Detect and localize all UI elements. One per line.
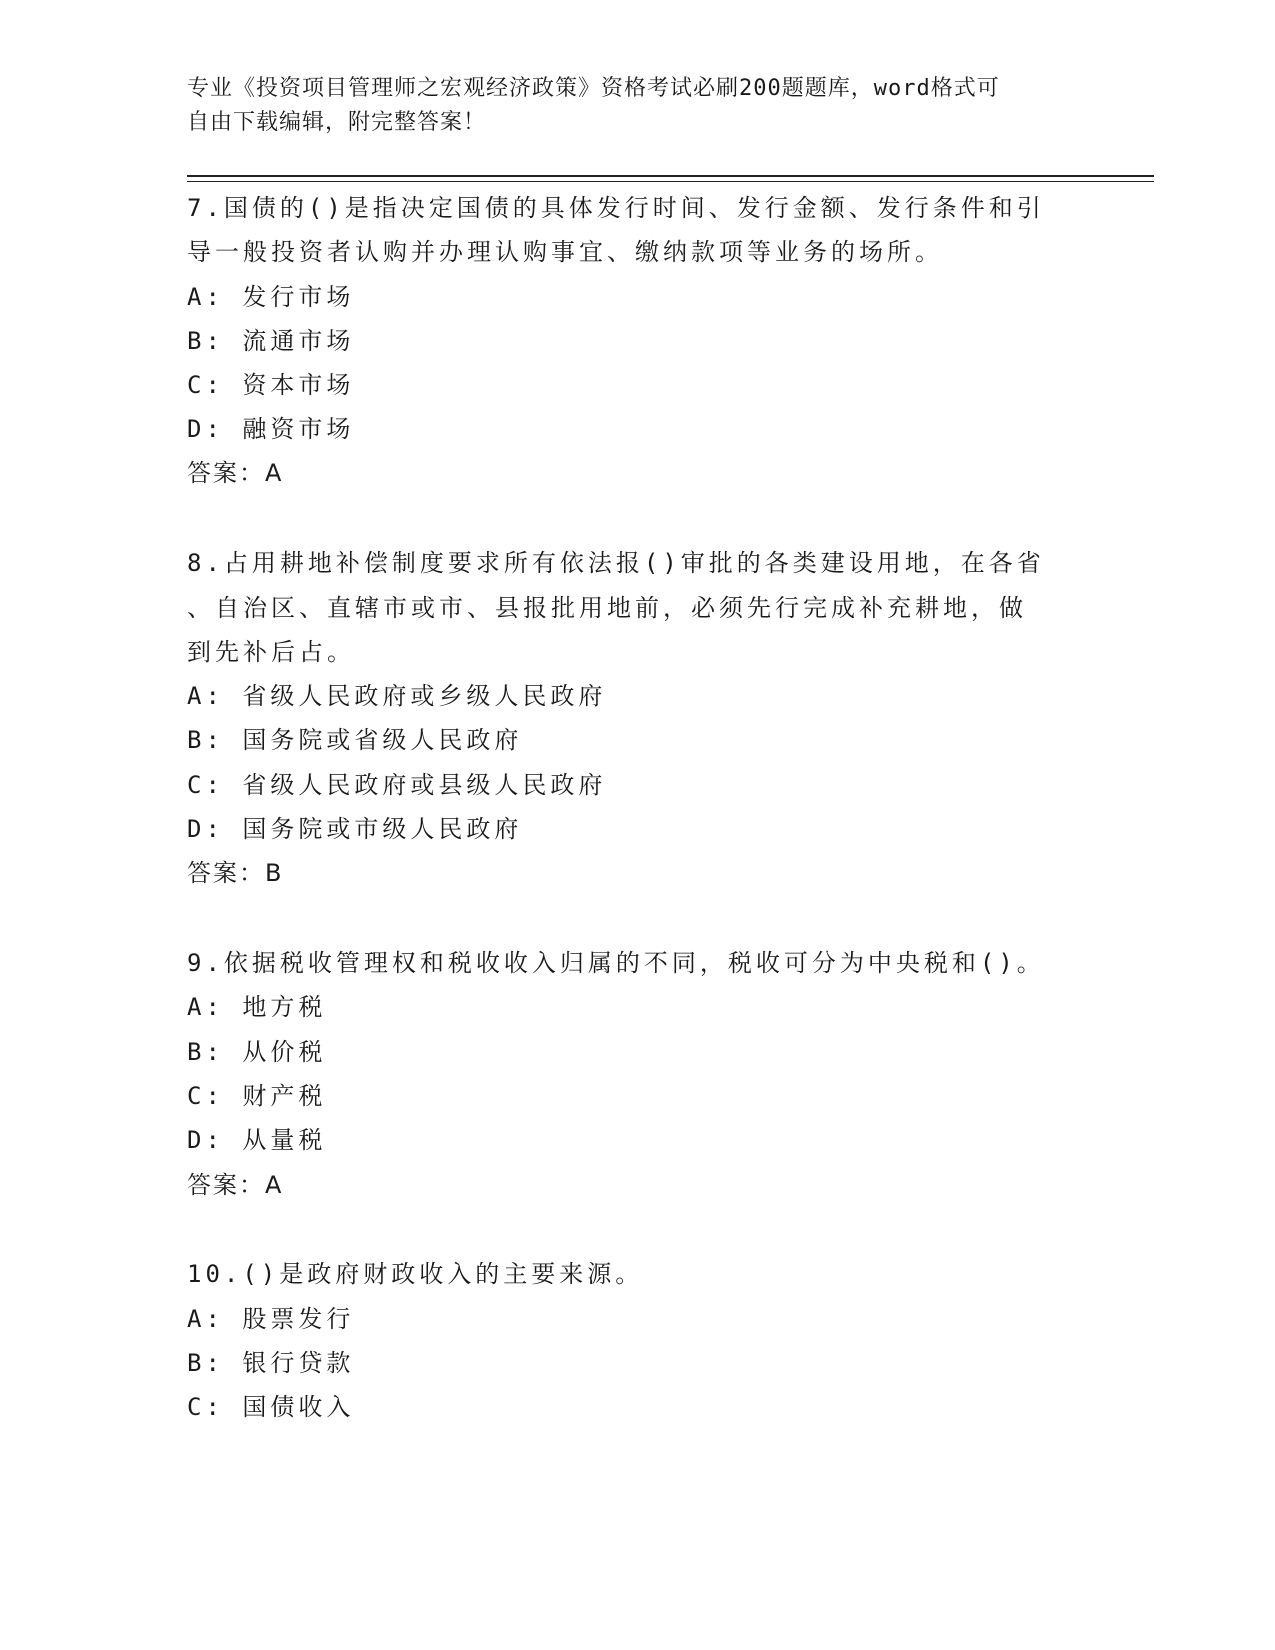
header-line-1: 专业《投资项目管理师之宏观经济政策》资格考试必刷200题题库，word格式可	[187, 76, 1000, 101]
option-d: D: 融资市场	[187, 415, 355, 443]
document-header	[187, 72, 1067, 140]
option-a: A: 地方税	[187, 993, 327, 1021]
question-stem: 9.依据税收管理权和税收收入归属的不同，税收可分为中央税和()。	[187, 949, 1045, 977]
option-b: B: 流通市场	[187, 327, 355, 355]
question-stem: 到先补后占。	[187, 638, 355, 666]
option-a: A: 股票发行	[187, 1305, 355, 1333]
question-stem: 7.国债的()是指决定国债的具体发行时间、发行金额、发行条件和引	[187, 194, 1045, 222]
header-divider-thin	[187, 181, 1154, 182]
question-stem: 8.占用耕地补偿制度要求所有依法报()审批的各类建设用地，在各省	[187, 549, 1045, 577]
question-stem: 导一般投资者认购并办理认购事宜、缴纳款项等业务的场所。	[187, 238, 943, 266]
option-c: C: 国债收入	[187, 1393, 355, 1421]
question-stem: 、自治区、直辖市或市、县报批用地前，必须先行完成补充耕地，做	[187, 594, 1027, 622]
option-c: C: 财产税	[187, 1082, 327, 1110]
answer: 答案：A	[187, 459, 284, 487]
answer: 答案：B	[187, 859, 284, 887]
option-d: D: 国务院或市级人民政府	[187, 815, 523, 843]
option-d: D: 从量税	[187, 1126, 327, 1154]
option-b: B: 银行贷款	[187, 1349, 355, 1377]
option-c: C: 省级人民政府或县级人民政府	[187, 771, 607, 799]
header-line-2: 自由下载编辑，附完整答案！	[187, 110, 487, 135]
option-a: A: 发行市场	[187, 283, 355, 311]
option-b: B: 国务院或省级人民政府	[187, 726, 523, 754]
answer: 答案：A	[187, 1171, 284, 1199]
option-b: B: 从价税	[187, 1038, 327, 1066]
question-stem: 10.()是政府财政收入的主要来源。	[187, 1260, 644, 1288]
option-c: C: 资本市场	[187, 371, 355, 399]
header-divider-thick	[187, 175, 1154, 177]
option-a: A: 省级人民政府或乡级人民政府	[187, 682, 607, 710]
